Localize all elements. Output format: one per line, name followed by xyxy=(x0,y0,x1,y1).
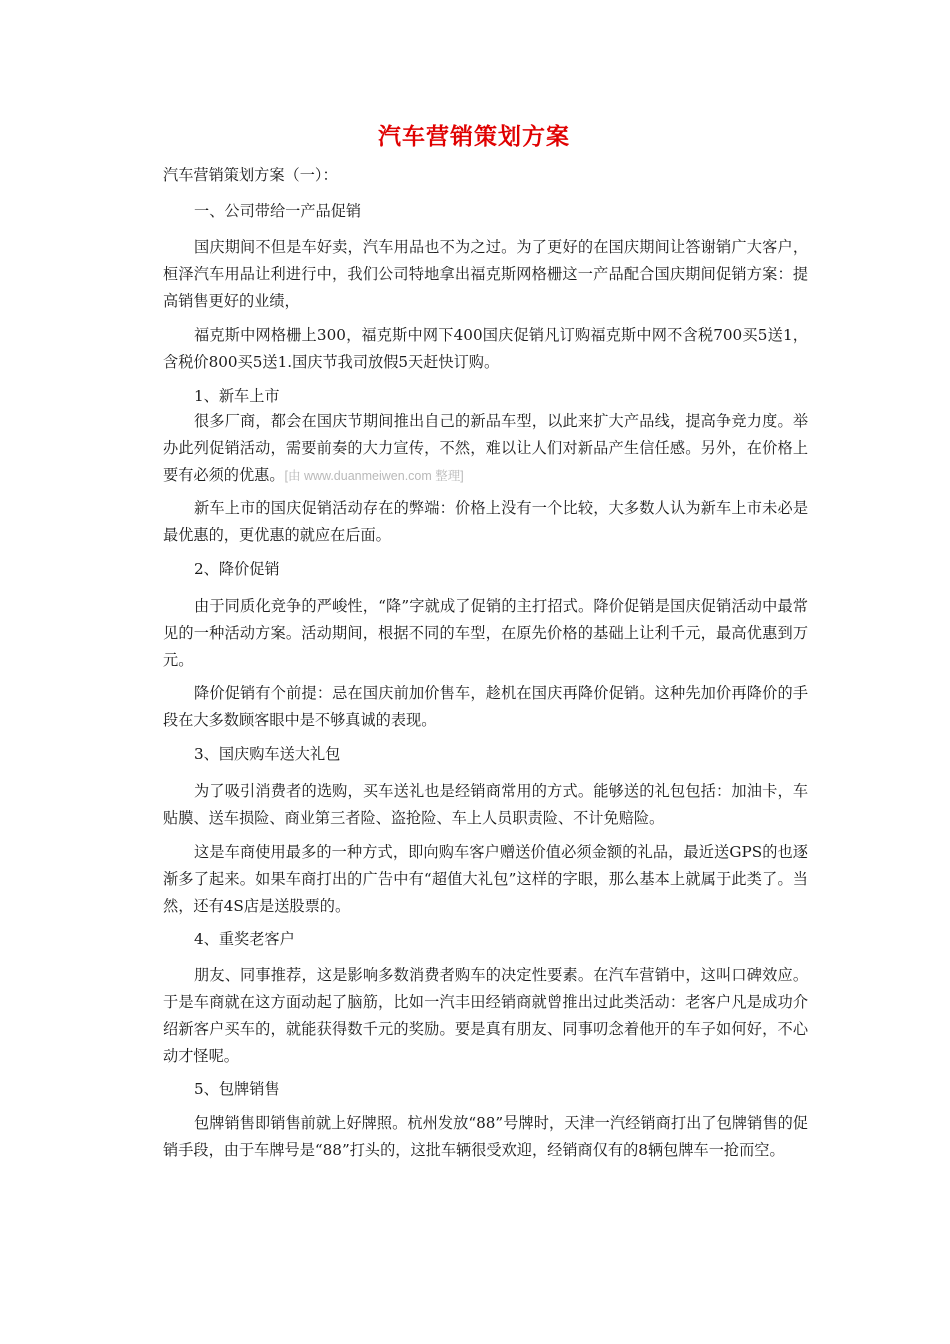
paragraph-10: 包牌销售即销售前就上好牌照。杭州发放“88”号牌时，天津一汽经销商打出了包牌销售的促销手段，由于车牌号是“88”打头的，这批车辆很受欢迎，经销商仅有的8辆包牌车一抢而空。 xyxy=(163,1114,808,1159)
paragraph-4: 新车上市的国庆促销活动存在的弊端：价格上没有一个比较，大多数人认为新车上市未必是最优惠的，更优惠的就应在后面。 xyxy=(163,499,808,544)
paragraph-8: 这是车商使用最多的一种方式，即向购车客户赠送价值必须金额的礼品，最近送GPS的也逐渐多了起来。如果车商打出的广告中有“超值大礼包”这样的字眼，那么基本上就属于此类了。当然，还有4S店是送股票的。 xyxy=(163,843,808,915)
subheading-5: 5、包牌销售 xyxy=(194,1080,280,1098)
paragraph-5: 由于同质化竞争的严峻性，“降”字就成了促销的主打招式。降价促销是国庆促销活动中最常见的一种活动方案。活动期间，根据不同的车型，在原先价格的基础上让利千元，最高优惠到万元。 xyxy=(163,597,808,669)
paragraph-3 xyxy=(163,408,808,490)
paragraph-2: 福克斯中网格栅上300，福克斯中网下400国庆促销凡订购福克斯中网不含税700买5送1，含税价800买5送1.国庆节我司放假5天赶快订购。 xyxy=(163,326,808,371)
paragraph-3-text: 很多厂商，都会在国庆节期间推出自己的新品车型，以此来扩大产品线，提高争竞力度。举办此列促销活动，需要前奏的大力宣传，不然，难以让人们对新品产生信任感。另外，在价格上要有必须的优惠。 xyxy=(163,412,808,484)
subheading-3: 3、国庆购车送大礼包 xyxy=(194,745,341,763)
document-title: 汽车营销策划方案 xyxy=(378,123,570,150)
subheading-2: 2、降价促销 xyxy=(194,560,280,578)
paragraph-7: 为了吸引消费者的选购，买车送礼也是经销商常用的方式。能够送的礼包包括：加油卡，车贴膜、送车损险、商业第三者险、盗抢险、车上人员职责险、不计免赔险。 xyxy=(163,782,808,827)
watermark-text: [由 www.duanmeiwen.com 整理] xyxy=(284,469,464,483)
paragraph-1: 国庆期间不但是车好卖，汽车用品也不为之过。为了更好的在国庆期间让答谢销广大客户，桓泽汽车用品让利进行中，我们公司特地拿出福克斯网格栅这一产品配合国庆期间促销方案：提高销售更好的业绩， xyxy=(163,238,808,310)
subheading-4: 4、重奖老客户 xyxy=(194,930,295,948)
paragraph-6: 降价促销有个前提：忌在国庆前加价售车，趁机在国庆再降价促销。这种先加价再降价的手段在大多数顾客眼中是不够真诚的表现。 xyxy=(163,684,808,729)
intro-line: 汽车营销策划方案（一）： xyxy=(163,166,338,184)
section-heading: 一、公司带给一产品促销 xyxy=(194,202,362,220)
subheading-1: 1、新车上市 xyxy=(194,387,280,405)
paragraph-9: 朋友、同事推荐，这是影响多数消费者购车的决定性要素。在汽车营销中，这叫口碑效应。于是车商就在这方面动起了脑筋，比如一汽丰田经销商就曾推出过此类活动：老客户凡是成功介绍新客户买车的，就能获得数千元的奖励。要是真有朋友、同事叨念着他开的车子如何好，不心动才怪呢。 xyxy=(163,966,808,1065)
